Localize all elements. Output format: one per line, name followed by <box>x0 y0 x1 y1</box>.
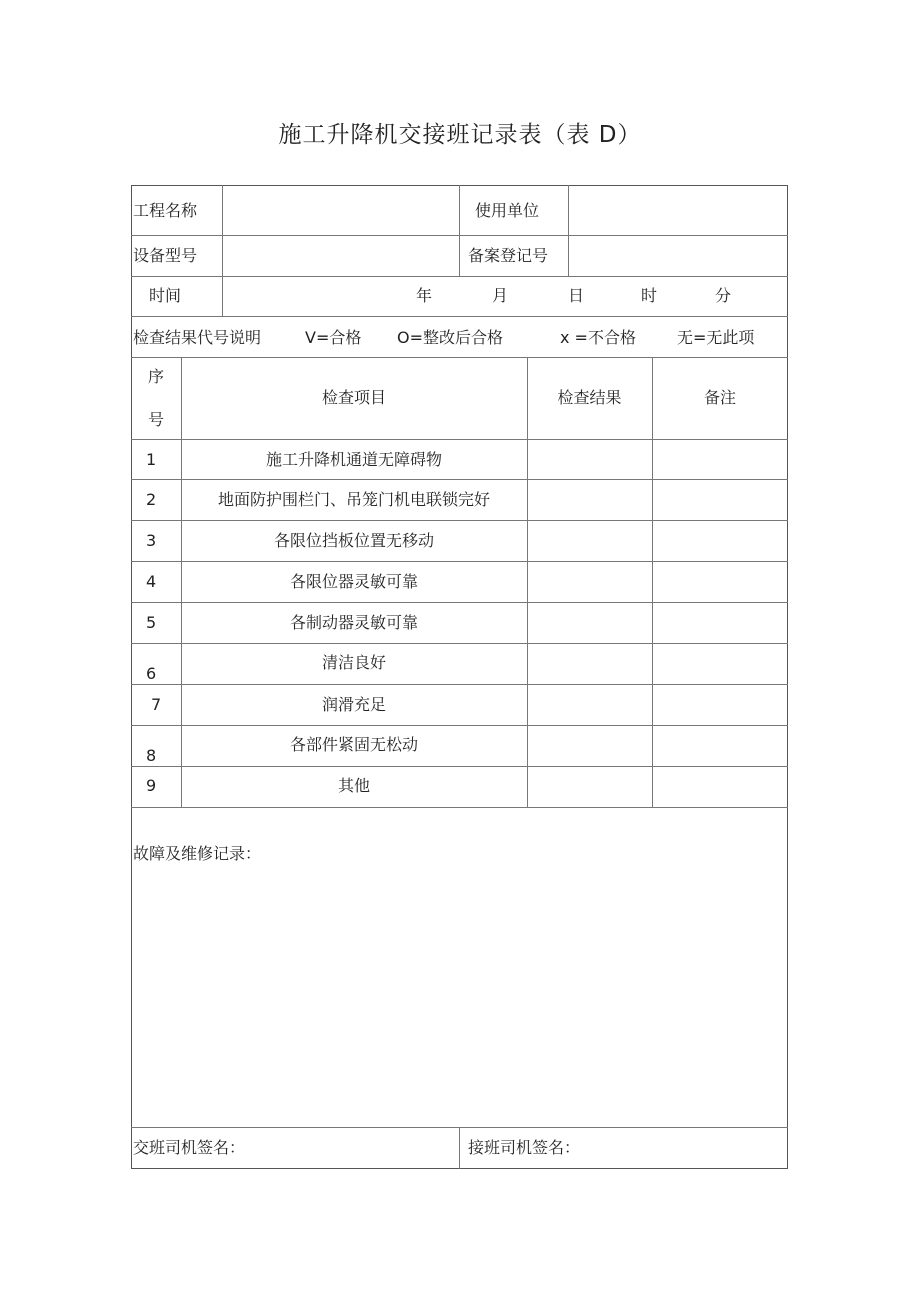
col-divider <box>652 357 653 807</box>
row-divider <box>131 807 788 808</box>
using-unit-label: 使用单位 <box>475 201 540 220</box>
row-divider <box>131 520 788 521</box>
row-2-item: 地面防护围栏门、吊笼门机电联锁完好 <box>217 490 490 509</box>
row-4-item: 各限位器灵敏可靠 <box>289 572 418 591</box>
legend-fail: x =不合格 <box>560 328 636 347</box>
col-header-no-top: 序 <box>147 367 164 386</box>
col-divider <box>568 185 569 276</box>
legend-title: 检查结果代号说明 <box>133 328 262 347</box>
row-3-no: 3 <box>146 531 157 550</box>
equipment-model-label: 设备型号 <box>133 246 198 265</box>
time-unit-minute: 分 <box>715 286 732 305</box>
project-name-label: 工程名称 <box>133 201 198 220</box>
row-divider <box>131 766 788 767</box>
row-divider <box>131 643 788 644</box>
col-divider <box>459 185 460 276</box>
handover-driver-signature-label: 交班司机签名： <box>133 1138 246 1157</box>
col-header-item: 检查项目 <box>321 388 386 407</box>
fault-record-label: 故障及维修记录： <box>133 844 262 863</box>
col-header-remark: 备注 <box>703 388 736 407</box>
row-5-no: 5 <box>146 613 157 632</box>
row-4-no: 4 <box>146 572 157 591</box>
row-divider <box>131 602 788 603</box>
time-label: 时间 <box>149 286 182 305</box>
col-divider <box>459 1127 460 1169</box>
row-6-no: 6 <box>146 664 157 683</box>
row-divider <box>131 479 788 480</box>
legend-after-fix: O=整改后合格 <box>397 328 504 347</box>
registration-no-label: 备案登记号 <box>468 246 549 265</box>
col-header-no-bottom: 号 <box>147 410 164 429</box>
col-divider <box>222 185 223 316</box>
row-divider <box>131 316 788 317</box>
row-7-no: 7 <box>151 695 162 714</box>
row-1-item: 施工升降机通道无障碍物 <box>265 450 442 469</box>
row-3-item: 各限位挡板位置无移动 <box>273 531 434 550</box>
time-unit-hour: 时 <box>641 286 658 305</box>
row-divider <box>131 439 788 440</box>
row-9-no: 9 <box>146 776 157 795</box>
col-header-result: 检查结果 <box>557 388 622 407</box>
takeover-driver-signature-label: 接班司机签名： <box>468 1138 581 1157</box>
time-unit-year: 年 <box>416 286 433 305</box>
col-divider <box>527 357 528 807</box>
time-unit-month: 月 <box>492 286 509 305</box>
form-title: 施工升降机交接班记录表（表 D） <box>278 122 642 148</box>
row-divider <box>131 276 788 277</box>
row-divider <box>131 725 788 726</box>
row-6-item: 清洁良好 <box>321 653 386 672</box>
time-unit-day: 日 <box>568 286 585 305</box>
row-1-no: 1 <box>146 450 157 469</box>
legend-pass: V=合格 <box>305 328 362 347</box>
legend-na: 无=无此项 <box>677 328 755 347</box>
row-9-item: 其他 <box>337 776 370 795</box>
row-2-no: 2 <box>146 490 157 509</box>
row-divider <box>131 561 788 562</box>
row-5-item: 各制动器灵敏可靠 <box>289 613 418 632</box>
row-8-item: 各部件紧固无松动 <box>289 735 418 754</box>
row-divider <box>131 357 788 358</box>
row-7-item: 润滑充足 <box>321 695 386 714</box>
row-divider <box>131 684 788 685</box>
row-8-no: 8 <box>146 746 157 765</box>
